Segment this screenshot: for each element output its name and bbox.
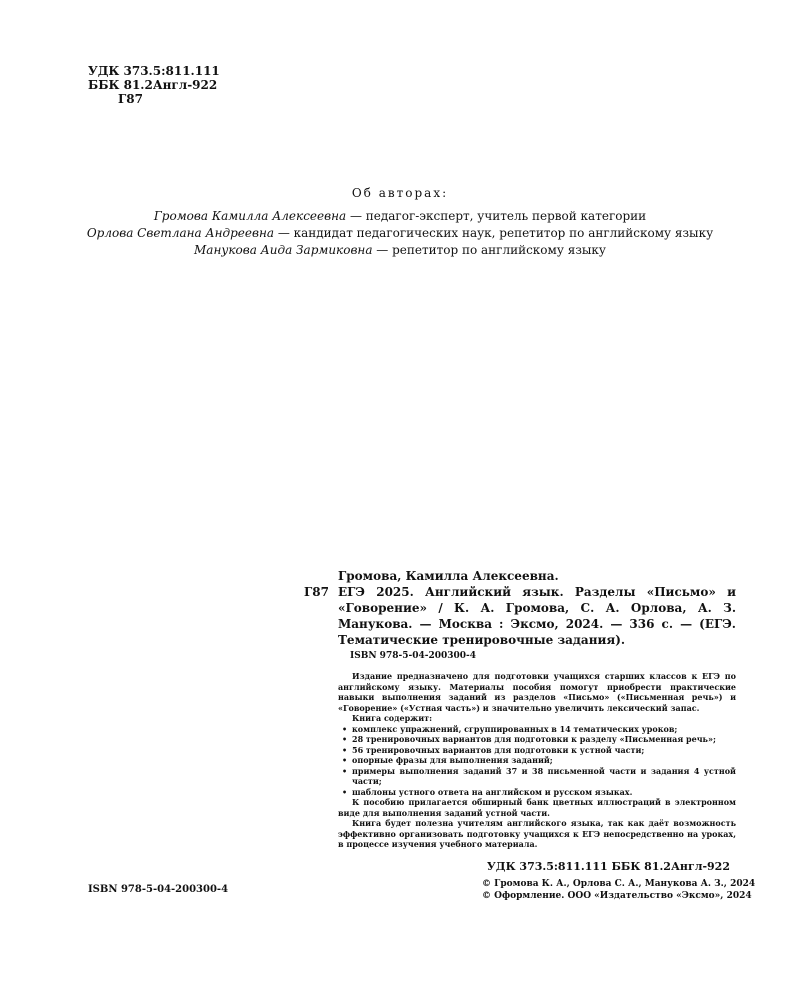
contents-list	[338, 724, 736, 798]
contents-label: Книга содержит:	[352, 713, 433, 723]
catalog-description: ЕГЭ 2025. Английский язык. Разделы «Письмо» и «Говорение» / К. А. Громова, С. А. Орлова, А. З. Манукова. — Москва : Эксмо, 2024. — 336 с. — (ЕГЭ. Тематические тренировочные задания).	[338, 585, 736, 647]
catalog-code: Г87	[304, 585, 329, 599]
annotation	[338, 671, 736, 850]
annotation-text: Издание предназначено для подготовки учащихся старших классов к ЕГЭ по английскому языку. Материалы пособия помогут приобрести практические навыки выполнения заданий из разделов «Письмо» («Письменная речь») и «Говорение» («Устная часть») и значительно увеличить лексический запас.	[338, 671, 736, 713]
author-mark: Г87	[118, 92, 143, 106]
authors-list	[0, 208, 800, 259]
list-item: • примеры выполнения заданий 37 и 38 письменной части и задания 4 устной части;	[338, 766, 736, 787]
catalog-classification-codes	[304, 860, 736, 873]
bbk-code: ББК 81.2Англ-922	[88, 78, 218, 92]
author-desc: — педагог-эксперт, учитель первой категории	[346, 209, 647, 223]
catalog-bbk: ББК 81.2Англ-922	[611, 859, 730, 873]
copyright-block	[482, 878, 755, 902]
top-classification-codes	[88, 64, 220, 106]
catalog-card	[304, 568, 736, 873]
author-desc: — репетитор по английскому языку	[372, 243, 606, 257]
catalog-codes-block	[487, 860, 730, 873]
about-authors-heading: Об авторах:	[351, 186, 449, 200]
author-name: Манукова Аида Зармиковна	[194, 243, 373, 257]
note-teachers: Книга будет полезна учителям английского языка, так как даёт возможность эффективно организовать подготовку учащихся к ЕГЭ непосредственно на уроках, в процессе изучения учебного материала.	[338, 818, 736, 849]
copyright-design: © Оформление. ООО «Издательство «Эксмо», 2024	[482, 891, 752, 901]
list-item: • 56 тренировочных вариантов для подготовки к устной части;	[338, 745, 736, 756]
list-item: • 28 тренировочных вариантов для подготовки к разделу «Письменная речь»;	[338, 734, 736, 745]
author-name: Громова Камилла Алексеевна	[153, 209, 347, 223]
author-desc: — кандидат педагогических наук, репетитор по английскому языку	[274, 226, 714, 240]
catalog-udk: УДК 373.5:811.111	[486, 859, 608, 873]
author-line	[0, 242, 800, 259]
note-illustrations: К пособию прилагается обширный банк цветных иллюстраций в электронном виде для выполнения заданий устной части.	[338, 797, 736, 818]
catalog-isbn: ISBN 978-5-04-200300-4	[350, 651, 477, 661]
catalog-entry	[304, 584, 736, 648]
udk-code: УДК 373.5:811.111	[88, 64, 220, 78]
list-item: • комплекс упражнений, сгруппированных в 14 тематических уроков;	[338, 724, 736, 735]
author-line	[0, 225, 800, 242]
list-item: • шаблоны устного ответа на английском и русском языках.	[338, 787, 736, 798]
catalog-author-name: Громова, Камилла Алексеевна.	[338, 569, 559, 583]
author-name: Орлова Светлана Андреевна	[86, 226, 275, 240]
author-line	[0, 208, 800, 225]
footer-isbn: ISBN 978-5-04-200300-4	[88, 884, 229, 895]
list-item: • опорные фразы для выполнения заданий;	[338, 755, 736, 766]
copyright-authors: © Громова К. А., Орлова С. А., Манукова А. З., 2024	[482, 879, 756, 889]
